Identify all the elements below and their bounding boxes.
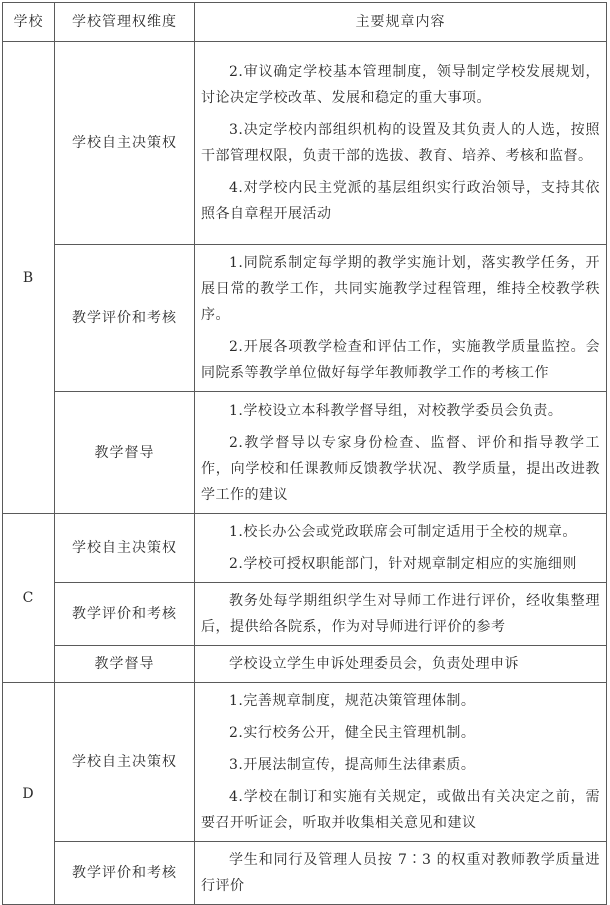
content-cell bbox=[195, 392, 607, 514]
header-dimension: 学校管理权维度 bbox=[55, 3, 195, 42]
dimension-cell: 教学督导 bbox=[55, 392, 195, 514]
content-cell bbox=[195, 245, 607, 392]
regulation-paragraph: 1.校长办公会或党政联席会可制定适用于全校的规章。 bbox=[229, 524, 577, 540]
table-row bbox=[3, 842, 607, 905]
dimension-cell: 教学评价和考核 bbox=[55, 842, 195, 905]
regulation-paragraph: 1.同院系制定每学期的教学实施计划，落实教学任务，开展日常的教学工作，共同实施教学过程管理，维持全校教学秩序。 bbox=[201, 255, 600, 323]
regulation-paragraph: 学校设立学生申诉处理委员会，负责处理申诉 bbox=[229, 656, 519, 672]
dimension-cell: 学校自主决策权 bbox=[55, 514, 195, 583]
regulation-paragraph: 教务处每学期组织学生对导师工作进行评价，经收集整理后，提供给各院系，作为对导师进行评价的参考 bbox=[201, 593, 600, 635]
table-row bbox=[3, 392, 607, 514]
header-row bbox=[3, 3, 607, 42]
regulation-paragraph: 3.开展法制宣传，提高师生法律素质。 bbox=[229, 757, 476, 773]
table-row bbox=[3, 646, 607, 683]
regulation-paragraph: 1.学校设立本科教学督导组，对校教学委员会负责。 bbox=[229, 402, 563, 419]
table-row bbox=[3, 683, 607, 842]
regulation-paragraph: 2.审议确定学校基本管理制度，领导制定学校发展规划，讨论决定学校改革、发展和稳定的重大事项。 bbox=[201, 64, 600, 106]
regulation-paragraph: 1.完善规章制度，规范决策管理体制。 bbox=[229, 693, 476, 709]
dimension-cell: 学校自主决策权 bbox=[55, 42, 195, 245]
content-cell bbox=[195, 514, 607, 583]
table-body bbox=[3, 42, 607, 905]
table-row bbox=[3, 42, 607, 245]
school-name-cell: D bbox=[3, 683, 55, 905]
regulation-paragraph: 2.教学督导以专家身份检查、监督、评价和指导教学工作，向学校和任课教师反馈教学状况、教学质量，提出改进教学工作的建议 bbox=[201, 434, 600, 503]
dimension-cell: 教学评价和考核 bbox=[55, 245, 195, 392]
regulation-table bbox=[2, 2, 607, 905]
regulation-paragraph: 3.决定学校内部组织机构的设置及其负责人的人选，按照干部管理权限，负责干部的选拔、教育、培养、考核和监督。 bbox=[201, 122, 600, 164]
regulation-paragraph: 2.学校可授权职能部门，针对规章制定相应的实施细则 bbox=[229, 556, 577, 572]
regulation-paragraph: 2.开展各项教学检查和评估工作，实施教学质量监控。会同院系等教学单位做好每学年教师教学工作的考核工作 bbox=[201, 339, 600, 381]
regulation-paragraph: 2.实行校务公开，健全民主管理机制。 bbox=[229, 725, 476, 741]
table-row bbox=[3, 514, 607, 583]
regulation-paragraph: 4.对学校内民主党派的基层组织实行政治领导，支持其依照各自章程开展活动 bbox=[201, 180, 600, 222]
dimension-cell: 学校自主决策权 bbox=[55, 683, 195, 842]
table-row bbox=[3, 583, 607, 646]
content-cell bbox=[195, 583, 607, 646]
content-cell bbox=[195, 646, 607, 683]
header-content: 主要规章内容 bbox=[195, 3, 607, 42]
dimension-cell: 教学评价和考核 bbox=[55, 583, 195, 646]
content-cell bbox=[195, 842, 607, 905]
header-school: 学校 bbox=[3, 3, 55, 42]
regulation-paragraph: 4.学校在制订和实施有关规定，或做出有关决定之前，需要召开听证会，听取并收集相关意见和建议 bbox=[201, 789, 600, 831]
content-cell bbox=[195, 42, 607, 245]
table-row bbox=[3, 245, 607, 392]
dimension-cell: 教学督导 bbox=[55, 646, 195, 683]
school-name-cell: B bbox=[3, 42, 55, 514]
content-cell bbox=[195, 683, 607, 842]
regulation-paragraph: 学生和同行及管理人员按 7∶3 的权重对教师教学质量进行评价 bbox=[201, 852, 600, 894]
school-name-cell: C bbox=[3, 514, 55, 683]
